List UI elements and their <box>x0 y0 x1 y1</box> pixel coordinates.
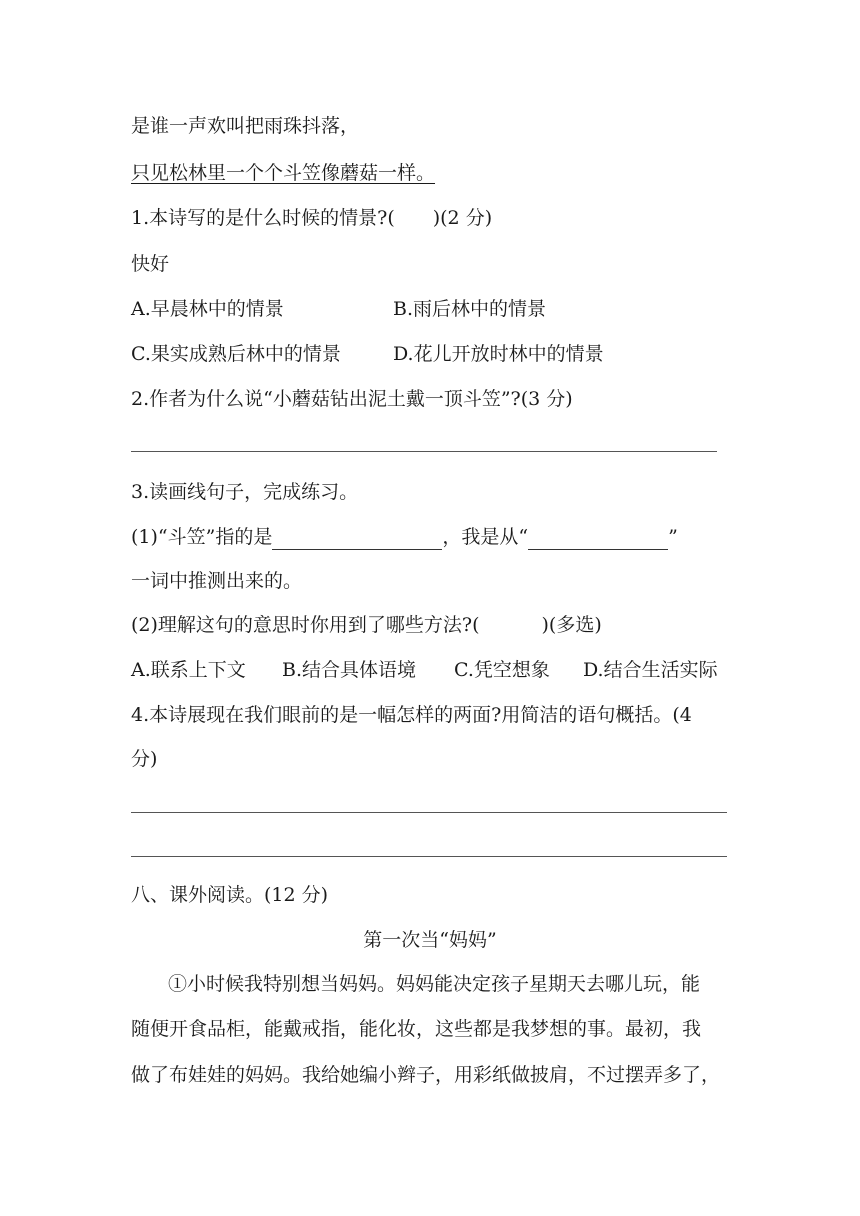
q3-option-d: D.结合生活实际 <box>583 659 718 681</box>
q3-sub1 <box>131 524 678 550</box>
q1-option-d: D.花儿开放时林中的情景 <box>393 343 604 365</box>
q3-sub1-continued: 一词中推测出来的。 <box>131 570 303 592</box>
section-8-heading: 八、课外阅读。(12 分) <box>131 884 329 906</box>
q1-option-b: B.雨后林中的情景 <box>393 298 547 320</box>
q3-sub1-text-b: ，我是从“ <box>442 526 529 548</box>
q3-sub2-text-a: (2)理解这句的意思时你用到了哪些方法?( <box>131 614 480 636</box>
paragraph-1-line-3: 做了布娃娃的妈妈。我给她编小辫子，用彩纸做披肩，不过摆弄多了， <box>131 1064 721 1086</box>
q1-option-a: A.早晨林中的情景 <box>131 298 284 320</box>
q3-sub1-blank-1[interactable] <box>272 527 442 550</box>
reading-title: 第一次当“妈妈” <box>363 929 497 951</box>
q3-option-a: A.联系上下文 <box>131 659 246 681</box>
question-1-stem-text: 1.本诗写的是什么时候的情景?( <box>131 207 395 229</box>
q3-sub2-text-b: )(多选) <box>541 614 602 636</box>
q3-sub1-blank-2[interactable] <box>528 527 668 550</box>
poem-line-1: 是谁一声欢叫把雨珠抖落， <box>131 115 360 137</box>
q2-answer-line[interactable] <box>131 451 717 452</box>
question-4-stem: 4.本诗展现在我们眼前的是一幅怎样的两面?用简洁的语句概括。(4 <box>131 704 692 726</box>
q4-answer-line-2[interactable] <box>131 856 727 857</box>
question-1-stem <box>131 205 492 231</box>
q3-sub2 <box>131 612 602 638</box>
paragraph-1-line-1: ①小时候我特别想当妈妈。妈妈能决定孩子星期天去哪儿玩，能 <box>168 973 701 995</box>
q4-answer-line-1[interactable] <box>131 812 727 813</box>
question-1-points: )(2 分) <box>432 207 493 229</box>
question-2-stem: 2.作者为什么说“小蘑菇钻出泥土戴一顶斗笠”?(3 分) <box>131 388 573 410</box>
q1-option-c: C.果实成熟后林中的情景 <box>131 343 341 365</box>
q3-option-b: B.结合具体语境 <box>282 659 417 681</box>
question-3-stem: 3.读画线句子，完成练习。 <box>131 481 359 503</box>
handwritten-note: 快好 <box>131 253 170 275</box>
question-4-stem-continued: 分) <box>131 748 158 770</box>
q3-option-c: C.凭空想象 <box>454 659 550 681</box>
q3-sub1-text-c: ” <box>668 526 678 548</box>
poem-line-2-underlined: 只见松林里一个个斗笠像蘑菇一样。 <box>131 162 436 184</box>
paragraph-1-line-2: 随便开食品柜，能戴戒指，能化妆，这些都是我梦想的事。最初，我 <box>131 1018 702 1040</box>
q3-sub1-text-a: (1)“斗笠”指的是 <box>131 526 273 548</box>
